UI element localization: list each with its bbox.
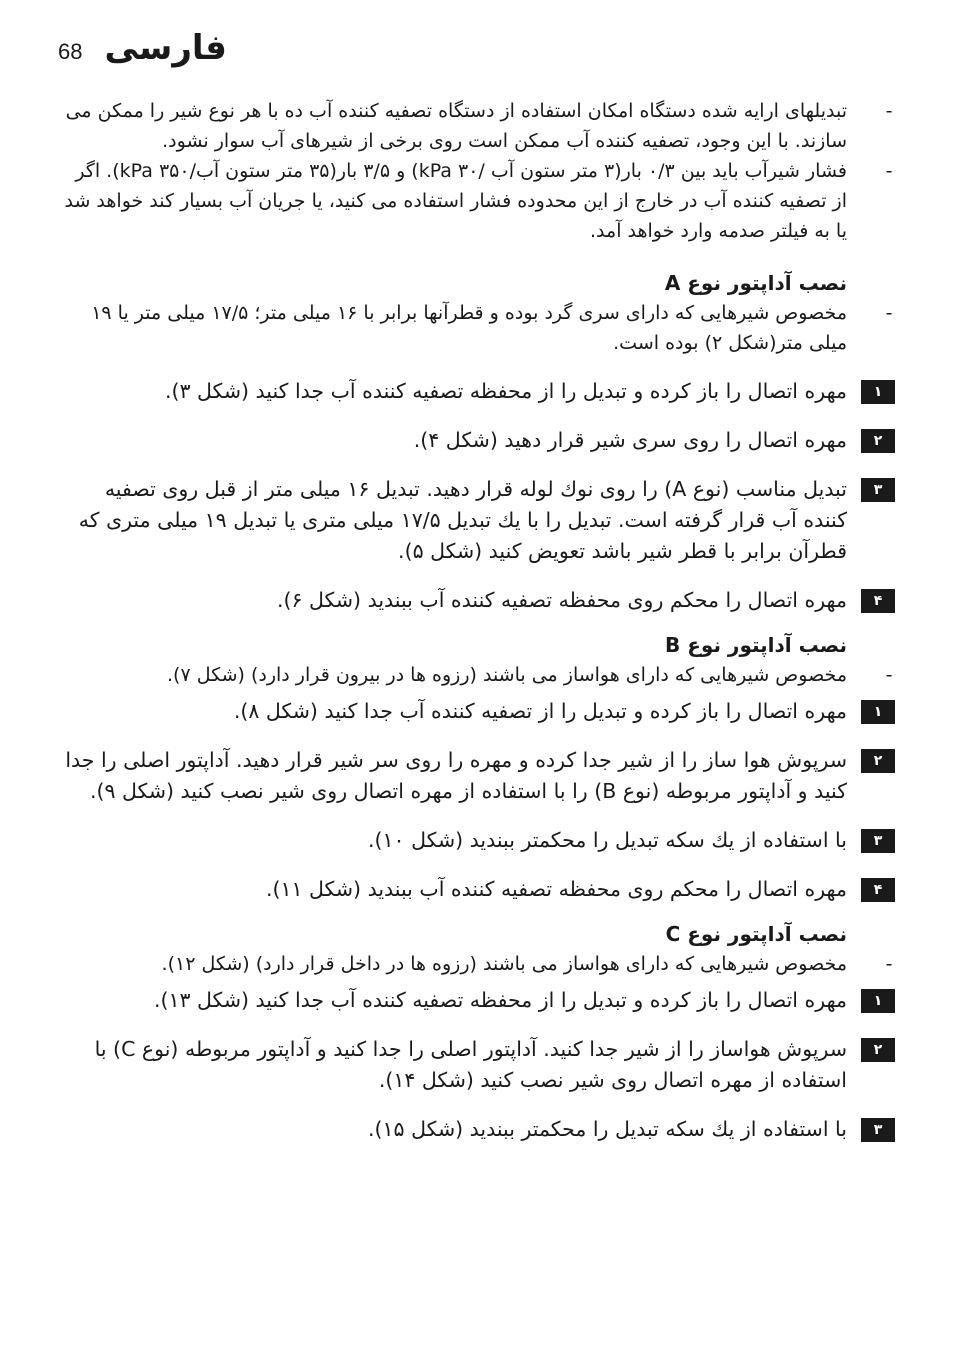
step-item [62,585,895,616]
step-number: ۳ [861,829,895,853]
step-text: مهره اتصال را باز کرده و تبدیل را از تصفیه کننده آب جدا کنید (شکل ۸). [233,699,847,723]
page-header [58,28,227,68]
intro-bullet [62,156,895,246]
bullet-dash: - [885,100,893,122]
step-text: سرپوش هواساز را از شیر جدا کنید. آداپتور اصلی را جدا کنید و آداپتور مربوطه (نوع C) با استفاده از مهره اتصال روی شیر نصب کنید (شکل ۱۴). [94,1037,847,1092]
language-title: فارسی [104,28,227,68]
bullet-dash: - [885,302,893,324]
step-number: ۱ [861,380,895,404]
step-text: تبدیل مناسب (نوع A) را روی نوك لوله قرار دهید. تبدیل ۱۶ میلی متر از قبل روی تصفیه کننده آب قرار گرفته است. تبدیل را با یك تبدیل ۱۷/۵ میلی متری یا تبدیل ۱۹ میلی متری که قطرآن برابر با قطر شیر باشد تعویض کنید (شکل ۵). [78,477,847,563]
step-number: ۳ [861,478,895,502]
section-heading-a: نصب آداپتور نوع A [664,271,847,295]
step-number: ۲ [861,1038,895,1062]
note-text: مخصوص شیرهایی که دارای هواساز می باشند (رزوه ها در بیرون قرار دارد) (شکل ۷). [166,664,847,686]
step-item [62,1034,895,1096]
step-item [62,985,895,1016]
bullet-dash: - [885,160,893,182]
section-note [62,949,895,979]
bullet-text: تبدیلهای ارایه شده دستگاه امکان استفاده از دستگاه تصفیه کننده آب ده با هر نوع شیر را ممکن می سازند. با این وجود، تصفیه کننده آب ممکن است روی برخی از شیرهای آب سوار نشود. [65,100,847,152]
step-item [62,745,895,807]
step-item [62,1114,895,1145]
step-item [62,474,895,567]
section-heading-c: نصب آداپتور نوع C [665,922,847,946]
step-number: ۴ [861,589,895,613]
document-body [62,96,895,1145]
step-number: ۱ [861,989,895,1013]
step-number: ۱ [861,700,895,724]
step-text: با استفاده از یك سکه تبدیل را محکمتر ببندید (شکل ۱۵). [368,1117,847,1141]
step-item [62,696,895,727]
bullet-dash: - [885,664,893,686]
step-number: ۲ [861,749,895,773]
step-text: مهره اتصال را محکم روی محفظه تصفیه کننده آب ببندید (شکل ۶). [276,588,847,612]
step-text: مهره اتصال را محکم روی محفظه تصفیه کننده آب ببندید (شکل ۱۱). [265,877,847,901]
step-item [62,874,895,905]
step-item [62,425,895,456]
note-text: مخصوص شیرهایی که دارای هواساز می باشند (رزوه ها در داخل قرار دارد) (شکل ۱۲). [161,953,847,975]
step-text: مهره اتصال را باز کرده و تبدیل را از محفظه تصفیه کننده آب جدا کنید (شکل ۳). [164,379,847,403]
step-item [62,376,895,407]
bullet-text: فشار شیرآب باید بین ۰/۳ بار(۳ متر ستون آب /۳۰ kPa) و ۳/۵ بار(۳۵ متر ستون آب/۳۵۰ kPa). اگر از تصفیه کننده آب در خارج از این محدوده فشار استفاده می کنید، یا جریان آب بسیار کند خواهد شد یا به فیلتر صدمه وارد خواهد آمد. [64,160,847,242]
bullet-dash: - [885,953,893,975]
step-text: سرپوش هوا ساز را از شیر جدا کرده و مهره را روی سر شیر قرار دهید. آداپتور اصلی را جدا کنید و آداپتور مربوطه (نوع B) را با استفاده از مهره اتصال روی شیر نصب کنید (شکل ۹). [65,748,847,803]
step-number: ۲ [861,429,895,453]
step-text: مهره اتصال را روی سری شیر قرار دهید (شکل ۴). [413,428,847,452]
step-text: با استفاده از یك سکه تبدیل را محکمتر ببندید (شکل ۱۰). [368,828,847,852]
note-text: مخصوص شیرهایی که دارای سری گرد بوده و قطرآنها برابر با ۱۶ میلی متر؛ ۱۷/۵ میلی متر یا ۱۹ میلی متر(شکل ۲) بوده است. [91,302,847,354]
step-number: ۳ [861,1118,895,1142]
step-text: مهره اتصال را باز کرده و تبدیل را از محفظه تصفیه کننده آب جدا کنید (شکل ۱۳). [153,988,847,1012]
section-note [62,298,895,358]
page-number: 68 [58,39,83,64]
section-heading-b: نصب آداپتور نوع B [665,633,847,657]
section-note [62,660,895,690]
intro-bullet [62,96,895,156]
step-number: ۴ [861,878,895,902]
step-item [62,825,895,856]
